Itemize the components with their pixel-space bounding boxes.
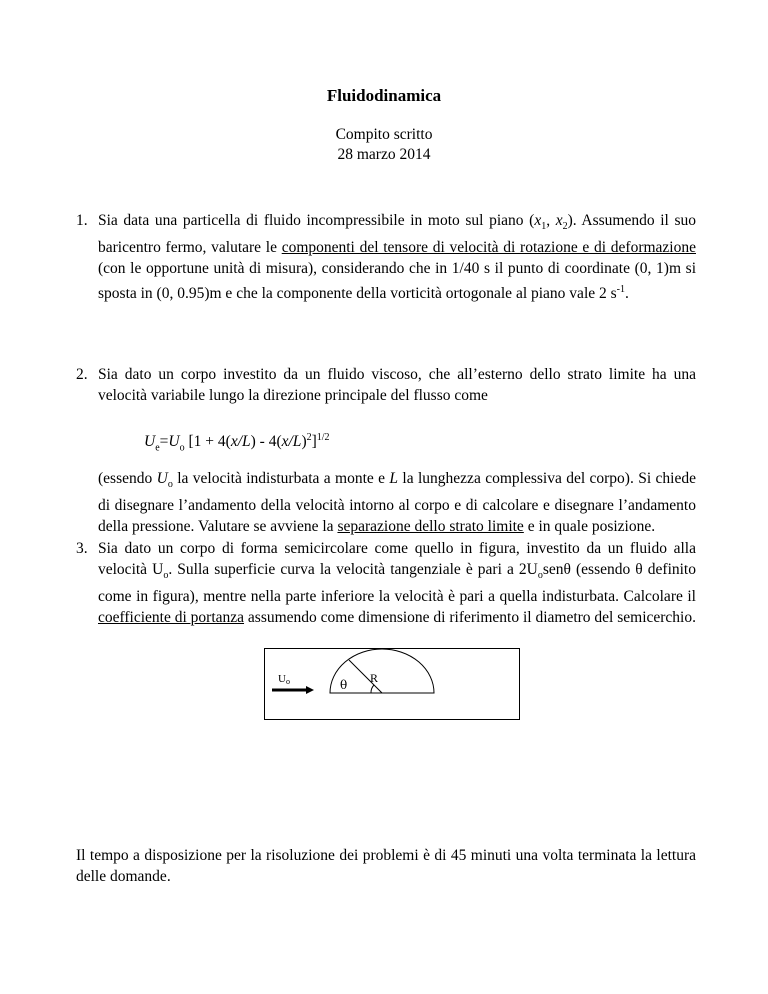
text-part: . Sulla superficie curva la velocità tangenziale è pari a 2U <box>168 561 538 578</box>
subtitle-line1: Compito scritto <box>335 126 433 143</box>
problem-2-paragraph <box>98 468 696 537</box>
superscript: -1 <box>616 284 626 296</box>
problem-text: Sia dato un corpo investito da un fluido viscoso, che all’esterno dello strato limite ha una velocità variabile lungo la direzione principale del flusso come <box>98 366 696 404</box>
eq-sub: o <box>179 442 185 454</box>
var-x1: x <box>534 212 542 229</box>
eq-part: ] <box>311 433 317 451</box>
problem-3 <box>76 538 696 628</box>
eq-part: ) - 4( <box>250 433 282 451</box>
text-part: (essendo <box>98 470 157 487</box>
footer-note: Il tempo a disposizione per la risoluzione dei problemi è di 45 minuti una volta terminata la lettura delle domande. <box>76 847 696 885</box>
text-part: Sia dato un corpo di forma semicircolare come quello in figura, investito da un fluido alla velocità U <box>98 540 696 578</box>
problem-number: 2. <box>76 366 88 383</box>
text-part: , <box>546 212 556 229</box>
eq-sup: 2 <box>306 432 312 443</box>
eq-part: U <box>144 433 156 451</box>
var-x2: x <box>555 212 563 229</box>
text-part: (con le opportune unità di misura), considerando che in 1/40 s il punto di coordinate (0, 1)m si sposta in (0, 0.95)m e che la componente della vorticità ortogonale al piano vale 2 s <box>98 260 696 303</box>
problem-2 <box>76 364 696 406</box>
eq-part: ) <box>301 433 307 451</box>
text-part: ). Assumendo il suo baricentro fermo, valutare le <box>98 212 696 257</box>
var-u: U <box>156 470 168 487</box>
problem-number: 1. <box>76 212 88 229</box>
underlined-text: separazione dello strato limite <box>337 518 524 536</box>
problem-1 <box>76 210 696 304</box>
problem-number: 3. <box>76 540 88 557</box>
text-part: . <box>625 285 629 303</box>
page-title: Fluidodinamica <box>326 86 442 105</box>
text-part: la lunghezza complessiva del corpo). Si chiede di disegnare l’andamento della velocità intorno al corpo e di calcolare e disegnare l’andamento della pressione. Valutare se avviene la <box>98 470 696 536</box>
eq-part: x/L <box>281 433 302 451</box>
r-label: R <box>370 671 379 685</box>
eq-part: = <box>159 433 169 451</box>
flow-arrow-head <box>306 686 314 694</box>
underlined-text: coefficiente di portanza <box>98 609 245 627</box>
subtitle-date: 28 marzo 2014 <box>337 146 431 163</box>
sub-o: o <box>167 479 173 491</box>
problem-text <box>98 538 696 628</box>
velocity-equation <box>144 432 330 453</box>
var-l: L <box>389 470 399 487</box>
angle-arc <box>371 685 374 693</box>
eq-part: U <box>168 433 180 451</box>
eq-part: x/L <box>230 433 251 451</box>
eq-sub: e <box>155 442 160 454</box>
figure-frame <box>265 649 520 720</box>
eq-sup: 1/2 <box>316 432 330 443</box>
uo-label: Uo <box>278 673 290 686</box>
theta-label: θ <box>340 678 348 692</box>
underlined-text: componenti del tensore di velocità di rotazione e di deformazione <box>281 239 696 257</box>
text-part: e in quale posizione. <box>523 518 656 536</box>
text-part: la velocità indisturbata a monte e <box>172 470 390 487</box>
problem-text <box>98 210 696 304</box>
text-part: Sia data una particella di fluido incompressibile in moto sul piano ( <box>98 212 535 229</box>
semicircle-figure <box>264 648 520 720</box>
sub-o: o <box>537 570 543 582</box>
sub-o: o <box>163 570 169 582</box>
sub-1: 1 <box>541 221 547 233</box>
eq-part: [1 + 4( <box>184 433 231 451</box>
text-part: senθ (essendo θ definito come in figura), mentre nella parte inferiore la velocità è pari a quella indisturbata. Calcolare il <box>98 561 696 606</box>
sub-2: 2 <box>562 221 568 233</box>
text-part: assumendo come dimensione di riferimento il diametro del semicerchio. <box>244 609 696 627</box>
